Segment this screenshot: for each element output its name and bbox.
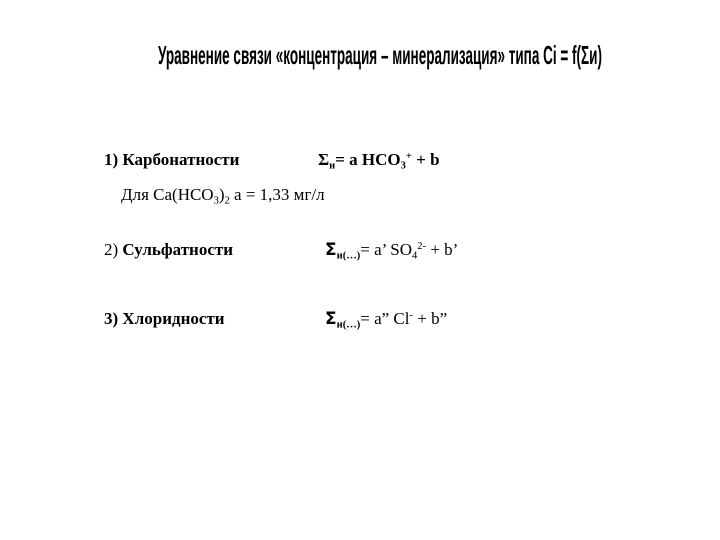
item-number: 1): [104, 150, 119, 169]
formula-chloride: [325, 309, 447, 329]
sigma-symbol: Σ: [318, 150, 330, 169]
formula-equals: = a’ SO: [360, 240, 413, 259]
note-subscript-2: 2: [224, 195, 230, 207]
sigma-symbol: Σ: [325, 309, 337, 329]
note-close-paren: ): [218, 185, 225, 204]
item-sulfate: [104, 240, 233, 260]
ion-subscript: 3: [400, 160, 406, 172]
sigma-subscript: и(…): [336, 319, 361, 331]
calcium-bicarbonate-note: [121, 185, 325, 205]
ion-charge: +: [405, 151, 412, 163]
ion-charge: -: [409, 310, 414, 322]
note-coefficient: a = 1,33 мг/л: [229, 185, 325, 204]
ion-charge: 2-: [417, 241, 427, 253]
note-subscript-1: 3: [213, 195, 219, 207]
item-number: 3): [104, 309, 119, 328]
item-label: Карбонатности: [122, 150, 240, 169]
ion-subscript: 4: [412, 250, 418, 262]
slide-title: Уравнение связи «концентрация – минерализация» типа Ci = f(Σи): [158, 40, 602, 70]
sigma-subscript: и: [329, 160, 336, 172]
item-chloride: [104, 309, 225, 329]
formula-equals: = a HCO: [335, 150, 401, 169]
note-prefix: Для Ca(HCO: [121, 185, 214, 204]
formula-tail: + b”: [413, 309, 448, 328]
formula-carbonate: [318, 150, 440, 170]
formula-equals: = a” Cl: [360, 309, 410, 328]
sigma-symbol: Σ: [325, 240, 337, 260]
item-label: Сульфатности: [122, 240, 234, 259]
sigma-subscript: и(…): [336, 250, 361, 262]
item-carbonate: [104, 150, 239, 170]
item-label: Хлоридности: [122, 309, 225, 328]
formula-tail: + b’: [426, 240, 459, 259]
formula-sulfate: [325, 240, 458, 260]
formula-tail: + b: [411, 150, 440, 169]
item-number: 2): [104, 240, 119, 259]
